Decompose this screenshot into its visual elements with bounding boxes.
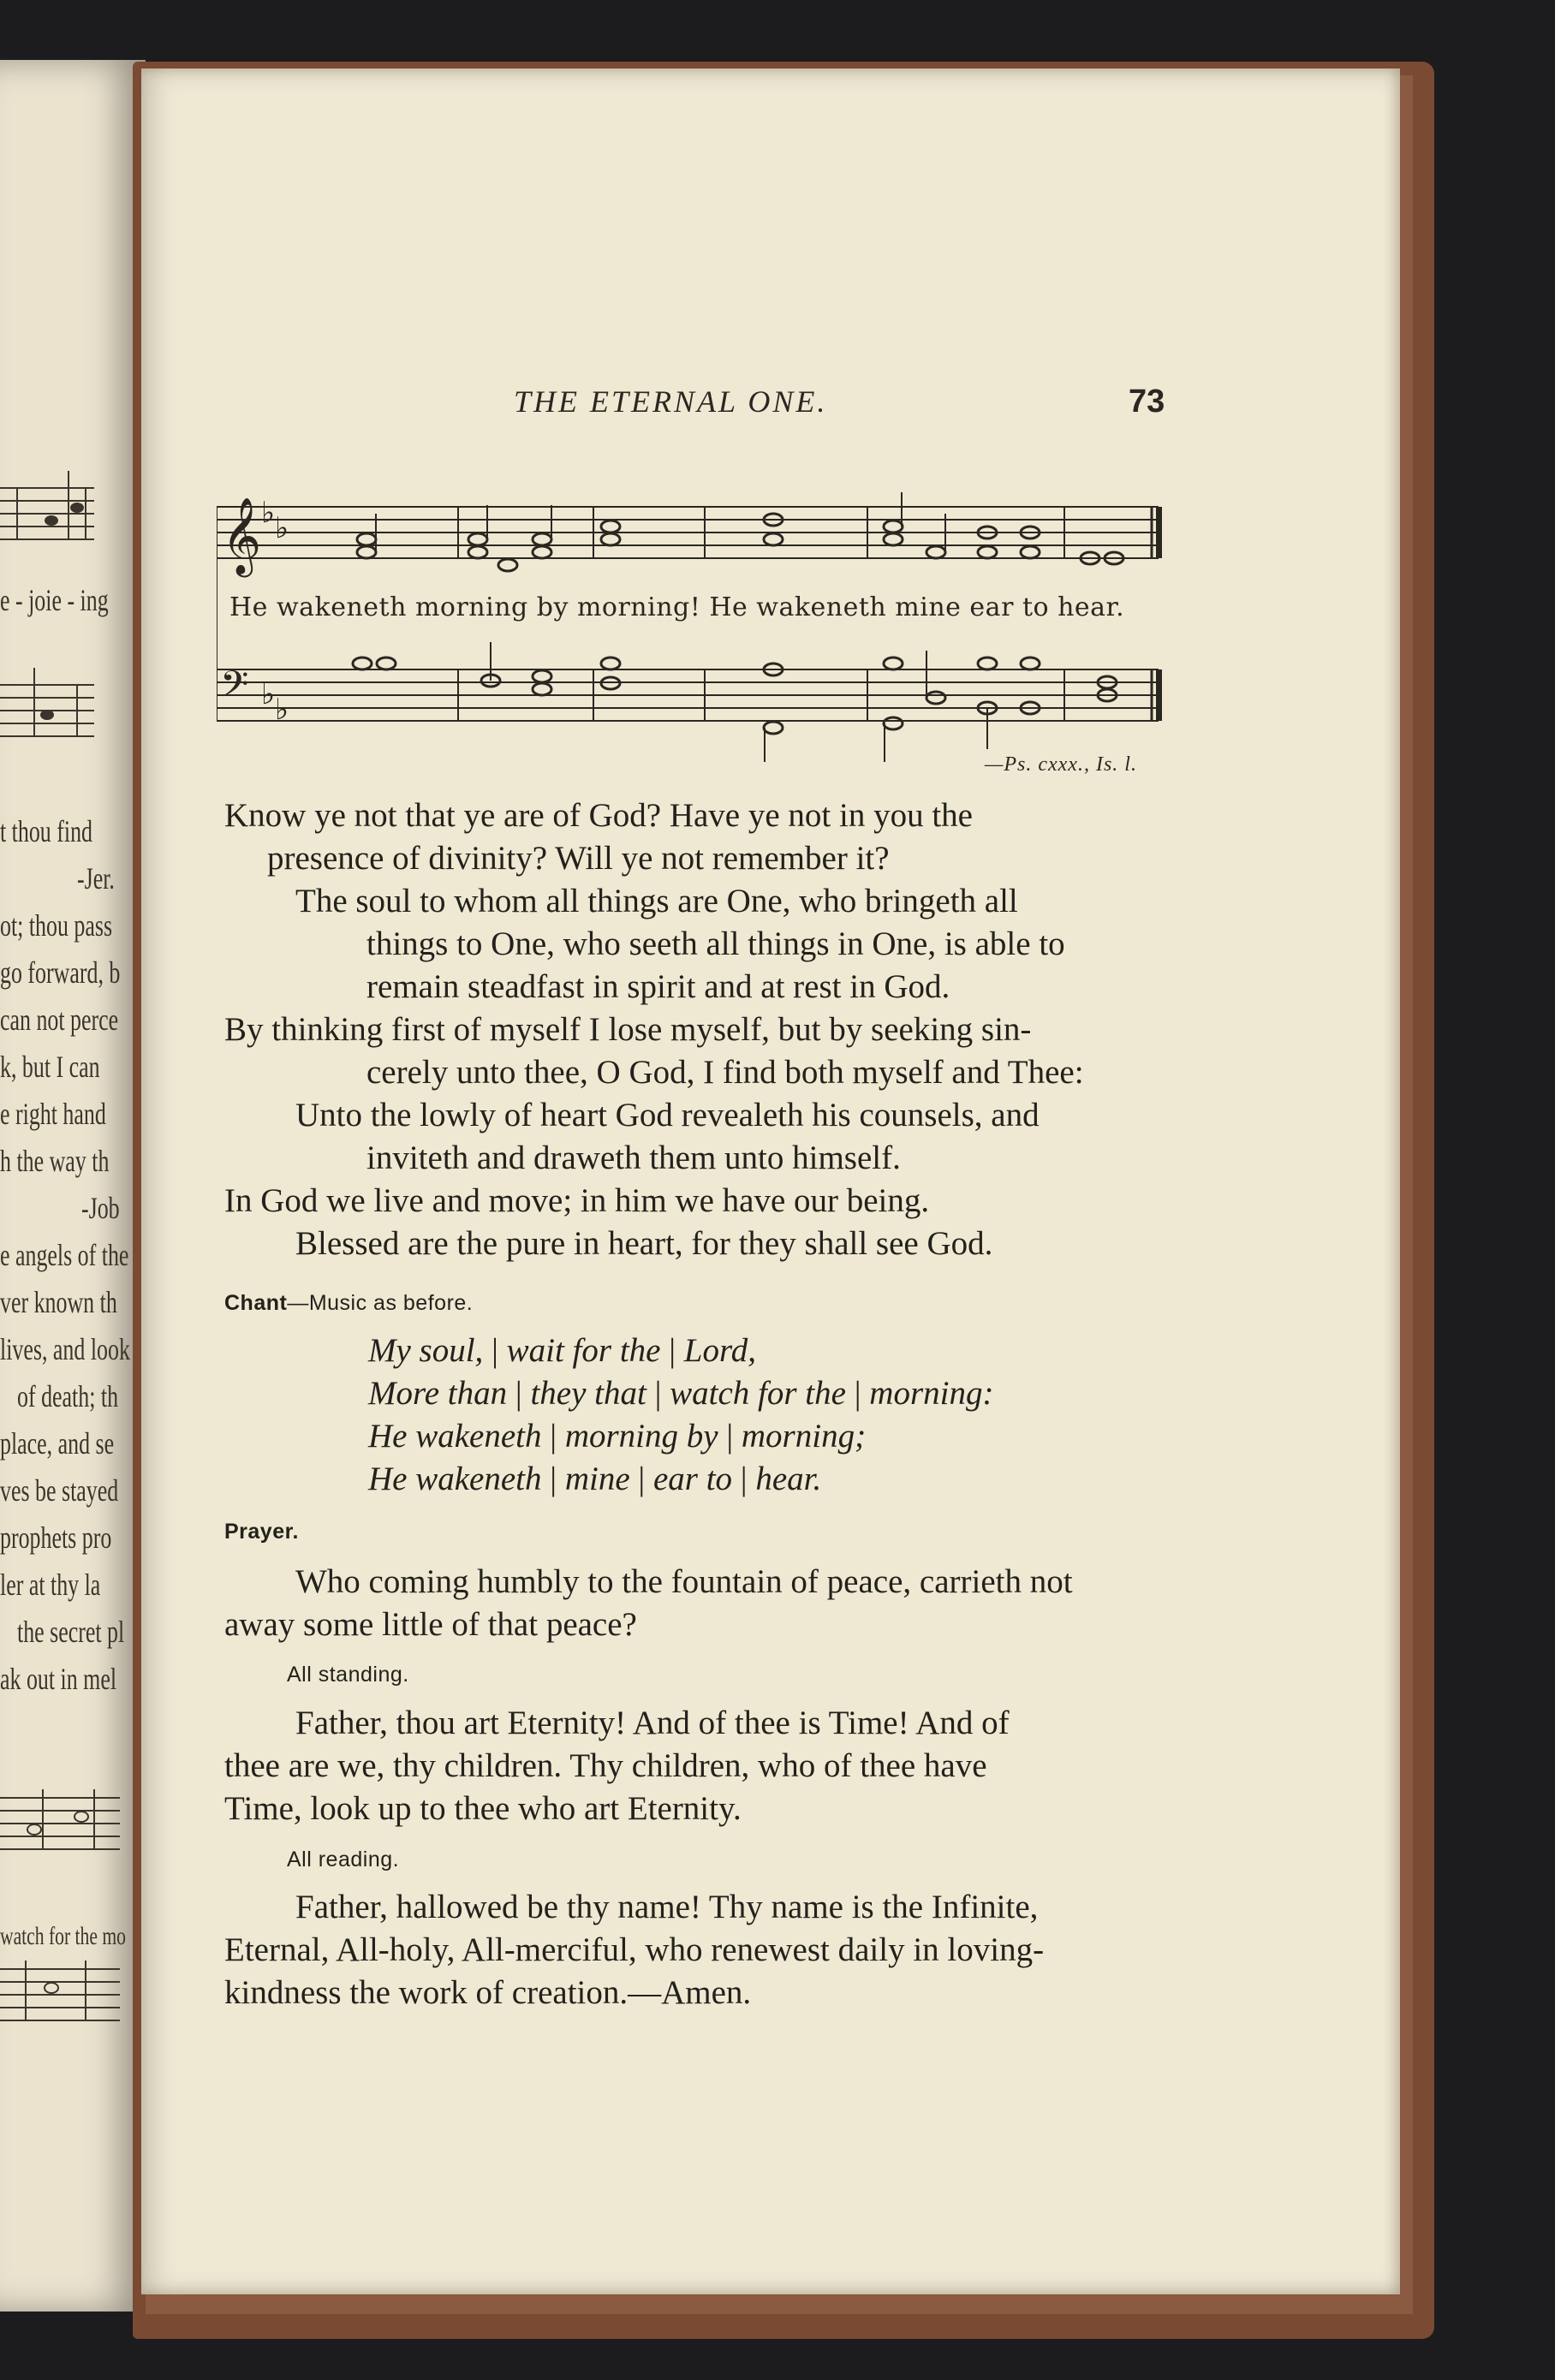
text-line: things to One, who seeth all things in One, is able to xyxy=(366,925,1065,962)
facing-page-line: -Jer. xyxy=(77,861,115,895)
facing-page-line: e angels of the xyxy=(0,1238,129,1272)
facing-page-line: watch for the mo xyxy=(0,1922,126,1950)
text-line: Father, thou art Eternity! And of thee is Time! And of xyxy=(295,1705,1010,1741)
chant-label: Chant xyxy=(224,1291,288,1315)
chant-segment: He wakeneth xyxy=(368,1461,542,1497)
text-line: presence of divinity? Will ye not remember it? xyxy=(267,840,890,877)
facing-page-line: can not perce xyxy=(0,1003,119,1037)
svg-text:𝄞: 𝄞 xyxy=(222,497,262,574)
svg-text:𝄢: 𝄢 xyxy=(220,663,249,715)
chant-segment: they that xyxy=(530,1375,646,1412)
chant-line: My soul, | wait for the | Lord, xyxy=(368,1332,756,1369)
rubric-all-reading: All reading. xyxy=(287,1847,400,1871)
facing-page-line: h the way th xyxy=(0,1144,110,1178)
facing-page-line: prophets pro xyxy=(0,1520,112,1555)
music-lyrics: He wakeneth morning by morning! He wakeneth mine ear to hear. xyxy=(229,592,1125,622)
facing-page-line: ves be stayed xyxy=(0,1473,119,1508)
facing-page-line: k, but I can xyxy=(0,1050,100,1084)
chant-segment: Lord, xyxy=(683,1332,756,1369)
facing-page-line: ler at thy la xyxy=(0,1568,101,1602)
chant-segment: wait for the xyxy=(506,1332,661,1369)
chant-line: He wakeneth | morning by | morning; xyxy=(368,1418,867,1455)
text-line: The soul to whom all things are One, who bringeth all xyxy=(295,883,1018,919)
text-line: Father, hallowed be thy name! Thy name is the Infinite, xyxy=(295,1889,1039,1925)
facing-page-line: go forward, b xyxy=(0,955,121,990)
text-line: Who coming humbly to the fountain of peace, carrieth not xyxy=(295,1563,1073,1600)
music-citation: —Ps. cxxx., Is. l. xyxy=(985,753,1137,776)
text-line: Blessed are the pure in heart, for they shall see God. xyxy=(295,1225,993,1262)
svg-text:♭: ♭ xyxy=(275,511,289,545)
chant-segment: watch for the xyxy=(670,1375,846,1412)
facing-page-line: ot; thou pass xyxy=(0,908,113,943)
text-line: cerely unto thee, O God, I find both myself and Thee: xyxy=(366,1054,1084,1091)
facing-page-line: e - joie - ing xyxy=(0,583,109,617)
chant-segment: morning by xyxy=(564,1418,718,1455)
facing-page-line: e right hand xyxy=(0,1097,106,1131)
text-line: thee are we, thy children. Thy children, who of thee have xyxy=(224,1747,987,1784)
svg-text:♭: ♭ xyxy=(261,496,276,530)
text-line: Time, look up to thee who art Eternity. xyxy=(224,1790,742,1827)
facing-page xyxy=(0,60,146,2312)
running-head: THE ETERNAL ONE. xyxy=(514,384,828,419)
text-line: Unto the lowly of heart God revealeth his counsels, and xyxy=(295,1097,1040,1133)
text-line: Know ye not that ye are of God? Have ye not in you the xyxy=(224,797,973,834)
chant-segment: My soul, xyxy=(368,1332,484,1369)
facing-page-line: the secret pl xyxy=(17,1615,125,1649)
facing-page-line: place, and se xyxy=(0,1426,115,1461)
page-number: 73 xyxy=(1129,384,1165,419)
text-line: In God we live and move; in him we have our being. xyxy=(224,1182,930,1219)
chant-segment: hear. xyxy=(755,1461,822,1497)
chant-note: —Music as before. xyxy=(287,1291,474,1315)
facing-page-line: ver known th xyxy=(0,1285,117,1319)
facing-page-line: lives, and look xyxy=(0,1332,130,1366)
music-score xyxy=(217,488,1180,779)
text-line: By thinking first of myself I lose myself, but by seeking sin- xyxy=(224,1011,1032,1048)
chant-segment: morning: xyxy=(869,1375,994,1412)
chant-heading xyxy=(224,1291,473,1316)
chant-segment: mine xyxy=(564,1461,630,1497)
facing-page-line: ak out in mel xyxy=(0,1662,117,1696)
facing-page-music-2 xyxy=(0,625,137,779)
text-line: remain steadfast in spirit and at rest in God. xyxy=(366,968,950,1005)
chant-line: He wakeneth | mine | ear to | hear. xyxy=(368,1461,822,1497)
chant-segment: More than xyxy=(368,1375,508,1412)
chant-segment: morning; xyxy=(741,1418,867,1455)
text-line: inviteth and draweth them unto himself. xyxy=(366,1139,901,1176)
text-line: away some little of that peace? xyxy=(224,1606,637,1643)
facing-page-line: of death; th xyxy=(17,1379,119,1413)
chant-line: More than | they that | watch for the | morning: xyxy=(368,1375,994,1412)
rubric-all-standing: All standing. xyxy=(287,1663,409,1687)
facing-page-line: t thou find xyxy=(0,814,93,848)
text-line: Eternal, All-holy, All-merciful, who renewest daily in loving- xyxy=(224,1931,1045,1968)
facing-page-line: -Job xyxy=(81,1191,120,1225)
chant-segment: ear to xyxy=(652,1461,733,1497)
svg-text:♭: ♭ xyxy=(275,693,289,727)
svg-text:♭: ♭ xyxy=(261,677,276,711)
prayer-heading: Prayer. xyxy=(224,1520,299,1544)
text-line: kindness the work of creation.—Amen. xyxy=(224,1974,752,2011)
chant-segment: He wakeneth xyxy=(368,1418,542,1455)
